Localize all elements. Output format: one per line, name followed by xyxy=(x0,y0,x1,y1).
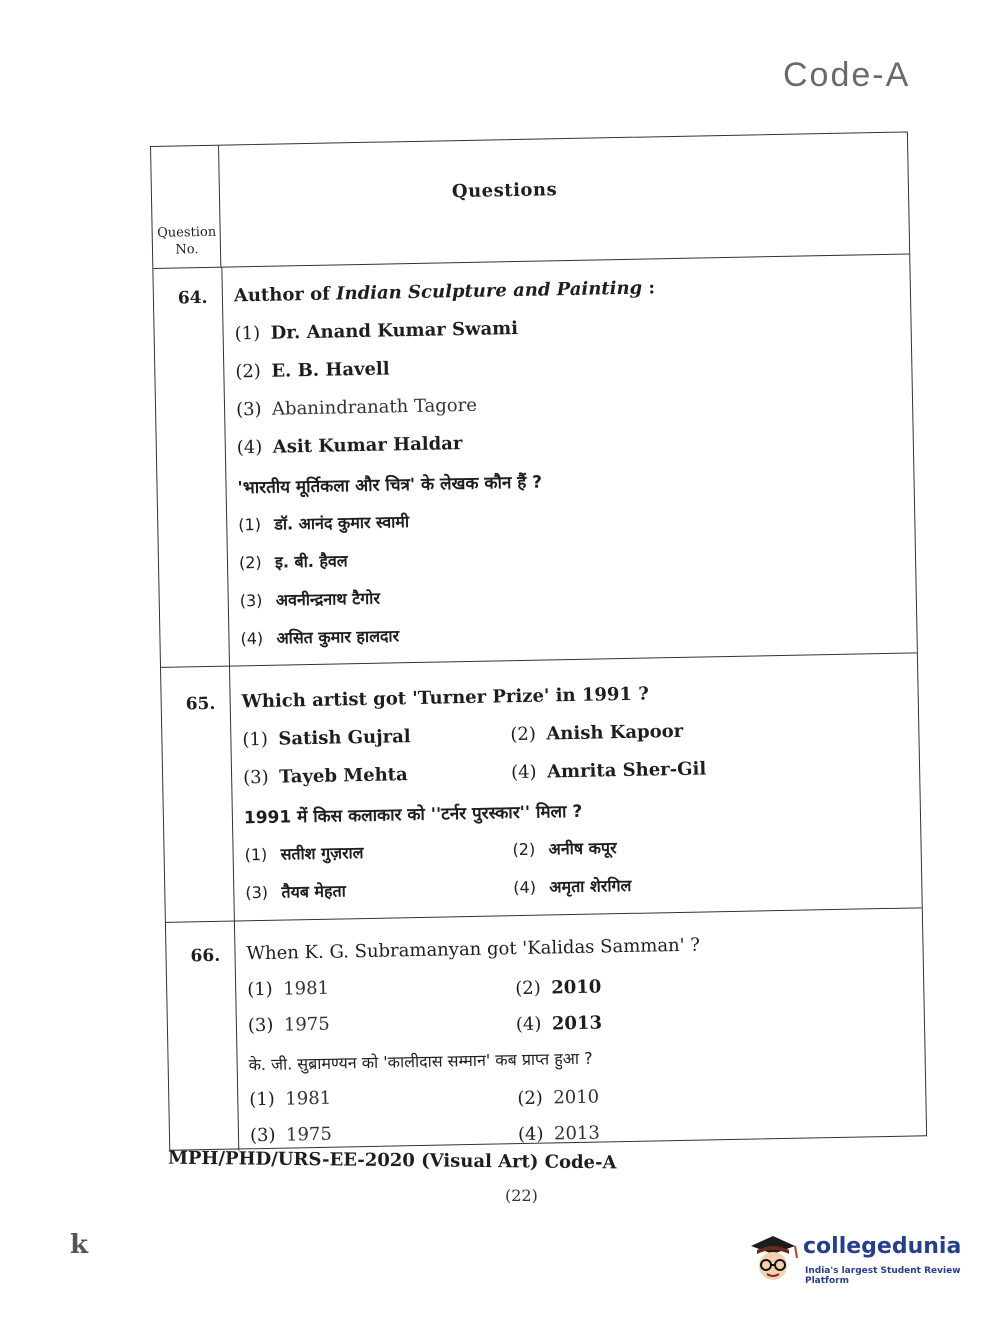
book-title: Indian Sculpture and Painting xyxy=(335,277,643,305)
option-3-hi: (3) 1975 xyxy=(249,1123,333,1147)
option-1-hi: (1) 1981 xyxy=(249,1087,332,1111)
question-text-hi: के. जी. सुब्रामण्यन को 'कालीदास सम्मान' कब प्राप्त हुआ ? xyxy=(248,1048,593,1075)
exam-footer: MPH/PHD/URS-EE-2020 (Visual Art) Code-A xyxy=(167,1147,617,1174)
question-text-en: Which artist got 'Turner Prize' in 1991 ? xyxy=(241,683,649,713)
question-text-en xyxy=(234,277,656,306)
option-2-hi: (2) अनीष कपूर xyxy=(512,838,617,860)
question-sheet xyxy=(150,131,927,1150)
option-2-en: (2) Anish Kapoor xyxy=(510,720,684,746)
option-1-hi: (1) डॉ. आनंद कुमार स्वामी xyxy=(238,512,410,535)
option-2-hi: (2) 2010 xyxy=(517,1086,600,1110)
question-text-hi: 'भारतीय मूर्तिकला और चित्र' के लेखक कौन हैं ? xyxy=(237,472,543,499)
option-4-hi: (4) असित कुमार हालदार xyxy=(240,626,400,649)
option-4-hi: (4) 2013 xyxy=(517,1122,601,1146)
option-3-en: (3) 1975 xyxy=(247,1013,330,1037)
option-1-en: (1) 1981 xyxy=(247,977,330,1001)
option-1-en: (1) Satish Gujral xyxy=(242,726,411,751)
code-label-top: Code-A xyxy=(783,56,911,94)
brand-tagline: India's largest Student Review Platform xyxy=(805,1266,961,1286)
mascot-logo-icon xyxy=(745,1232,799,1288)
question-number: 64. xyxy=(177,287,208,309)
option-2-en: (2) 2010 xyxy=(515,976,602,1000)
option-3-en: (3) Abanindranath Tagore xyxy=(235,394,478,421)
option-3-hi: (3) अवनीन्द्रनाथ टैगोर xyxy=(239,588,381,611)
option-1-hi: (1) सतीश गुज़राल xyxy=(244,843,364,865)
option-4-en: (4) Asit Kumar Haldar xyxy=(236,433,463,459)
option-2-en: (2) E. B. Havell xyxy=(235,358,390,383)
option-4-en: (4) 2013 xyxy=(515,1012,603,1036)
option-4-hi: (4) अमृता शेरगिल xyxy=(513,875,632,898)
row-divider xyxy=(161,652,917,668)
question-text-en: When K. G. Subramanyan got 'Kalidas Samman' ? xyxy=(246,934,701,965)
option-3-hi: (3) तैयब मेहता xyxy=(245,881,346,903)
option-3-en: (3) Tayeb Mehta xyxy=(242,764,408,789)
page-number: (22) xyxy=(505,1186,538,1205)
question-text-pre: Author of xyxy=(233,283,337,307)
question-text-hi: 1991 में किस कलाकार को ''टर्नर पुरस्कार'' मिला ? xyxy=(243,801,583,829)
option-1-en: (1) Dr. Anand Kumar Swami xyxy=(234,317,519,345)
corner-mark: k xyxy=(70,1230,89,1260)
row-divider xyxy=(166,907,922,923)
question-number: 65. xyxy=(185,693,216,715)
question-text-post: : xyxy=(641,277,656,299)
table-header xyxy=(151,132,909,268)
header-questions: Questions xyxy=(451,179,558,203)
collegedunia-watermark[interactable] xyxy=(745,1228,975,1288)
option-2-hi: (2) इ. बी. हैवल xyxy=(238,551,348,573)
brand-name: collegedunia xyxy=(803,1234,962,1259)
header-question-no: Question No. xyxy=(157,224,217,258)
header-question-no-cell xyxy=(151,146,221,269)
question-number: 66. xyxy=(190,945,221,967)
option-4-en: (4) Amrita Sher-Gil xyxy=(510,758,707,784)
question-table xyxy=(150,131,927,1150)
